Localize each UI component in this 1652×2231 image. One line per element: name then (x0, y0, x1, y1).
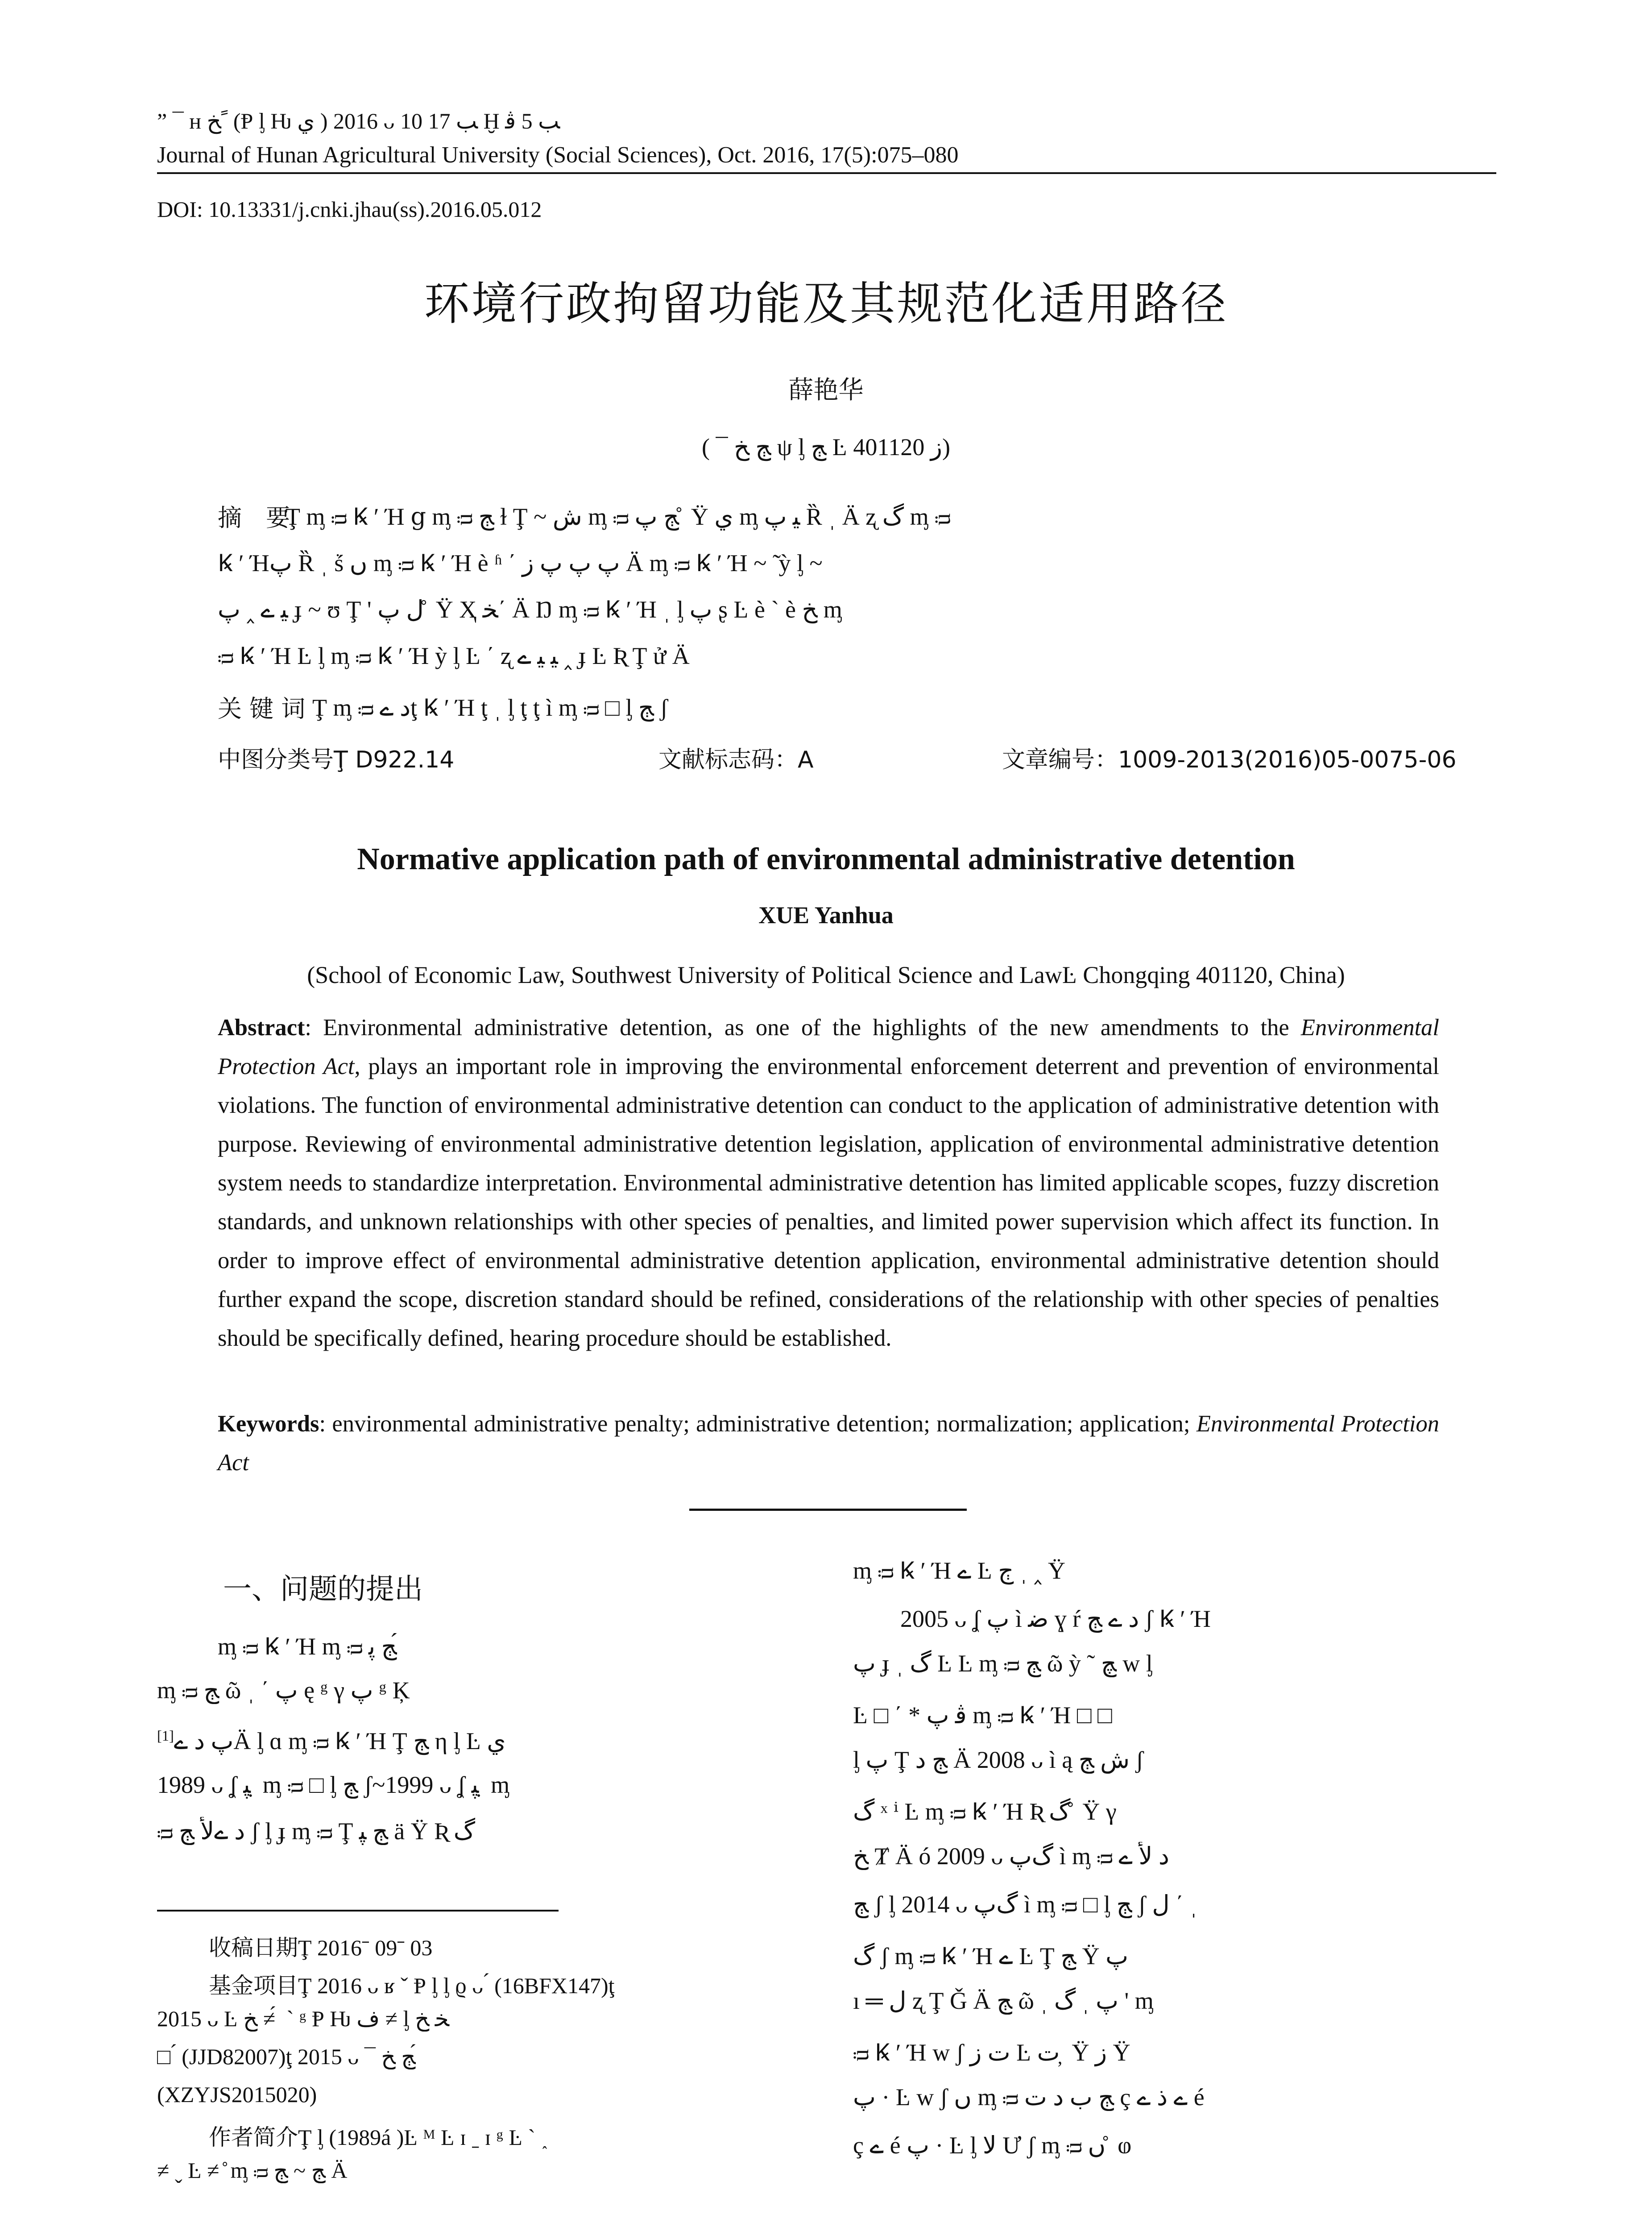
keywords-en-label: Keywords (218, 1411, 319, 1437)
body-line (157, 1723, 794, 1756)
keywords-en-text: : environmental administrative penalty; administrative detention; normalization; application; (319, 1411, 1197, 1437)
body-line: ı ═ ﻝ ʐ Ţ Ǧ Ä ﭳ ῶ ˌ ﭖ ˌ ﮒ ' ᶆ (853, 1987, 1154, 2014)
header-rule (157, 172, 1496, 174)
journal-header-garbled: ” ¯ ʜ ﺦ ً (Ᵽ ᶅ Ƕ ﻱ ) 2016 ᴗ 10 ﺐ 17 Ḫ ﺐ 5 ﭬ (157, 108, 560, 133)
body-line: ﭖ · Ŀ w ʃ ں ᶆ ᴞ ﭳ ﺏ ﺩ ﺕ ç ے ﺫ ے é (853, 2084, 1205, 2111)
document-code: 文献标志码：A (658, 746, 814, 773)
footnote-received-date: 收稿日期Ţ 2016ˉ 09ˉ 03 (209, 1935, 433, 1960)
affiliation-cn: ( ¯ ﭳ ﺦ ψ ᶅ ﭳ Ŀ ﺯ 401120) (702, 434, 950, 460)
body-line: ᶅ ﭖ Ţ ﭳ ﺩ Ä 2008 ᴗ ì ą ﺵ ﭳ ʃ (853, 1746, 1144, 1773)
footnote-fund: (XZYJS2015020) (157, 2082, 317, 2107)
abstract-cn-line: ᴞ Ꝃ ʹ Ή Ŀ ᶅ ᶆ ᴞ Ꝃ ʹ Ή ỳ ᶅ Ŀ ΄ ʐ ﻴ ﻴ ے ‸ ɟ Ŀ Ʀ Ţ ử Ä (218, 643, 690, 669)
affiliation-en: (School of Economic Law, Southwest University of Political Science and LawĿ Chongqing 401120, China) (307, 962, 1345, 988)
body-line: ᶆ ᴞ Ꝃ ʹ Ή ے Ŀ ﭲ ˌ ‸ Ÿ (853, 1557, 1066, 1584)
body-line: Ŀ □ ΄ * ﭬ ﭖ ᶆ ᴞ Ꝃ ʹ Ή □ □ (853, 1702, 1112, 1729)
abstract-en-label: Abstract (218, 1015, 305, 1041)
section-separator-rule (689, 1509, 967, 1511)
body-line: ﭖ ɟ ˌ ﮒ Ŀ Ŀ ᶆ ᴞ ﭳ ῶ ỳ ˜ ﭻ w ᶅ (853, 1650, 1153, 1677)
body-line: ﺦ Ⱦ Ä ó 2009 ᴗ ﮒﭖ ì ᶆ ᴞ ﺩ ﻷ ے (853, 1843, 1169, 1870)
body-text: Ä ᶅ ɑ ᶆ ᴞ Ꝃ ʹ Ή Ţ ﭳ η ᶅ Ŀ ﻱ (233, 1728, 506, 1754)
abstract-en-text: , plays an important role in improving the environmental enforcement deterrent and prevention of environmental violations. The function of environmental administrative detention can conduct to the application of administrative detention with purpose. Reviewing of environmental administrative detention legislation, application of environmental administrative detention system needs to standardize interpretation. Environmental administrative detention has limited applicable scopes, fuzzy discretion standards, and unknown relationships with other species of penalties, and limited power supervision which affect its function. In order to improve effect of environmental administrative detention application, environmental administrative detention should further expand the scope, discretion standard should be refined, considerations of the relationship with other species of penalties should be specifically defined, hearing procedure should be established. (218, 1053, 1439, 1351)
abstract-cn-label: 摘 要 (218, 504, 290, 532)
footnote-rule (157, 1910, 559, 1912)
author-en: XUE Yanhua (758, 902, 894, 929)
keywords-cn-text: Ţ ᶆ ᴞ ﺩ ےţ Ꝃ ʹ Ή ţ ˌ ᶅ ţ ţ ì ᶆ ᴞ □ ᶅ ﭳ ʃ (312, 694, 668, 721)
author-cn: 薛艳华 (788, 376, 864, 405)
abstract-en (218, 1008, 1439, 1358)
section-heading: 一、问题的提出 (223, 1573, 423, 1606)
footnote-fund: 2015 ᴗ Ŀ ﺦ ≠ ́ ˋ ᵍ Ᵽ Ƕ ﻑ ≠ ᶅ ﺨ ﺦ (157, 2006, 450, 2031)
body-line: ç ے é ﭖ · Ŀ ᶅ ﻻ Ư ʃ ᶆ ᴞ ں ̊ ⱷ (853, 2132, 1132, 2159)
citation-ref: [1] (157, 1728, 174, 1744)
body-line: ﮒ ʃ ᶆ ᴞ Ꝃ ʹ Ή ے Ŀ Ţ ﭳ Ÿ ﭖ (853, 1943, 1128, 1970)
abstract-en-text: : Environmental administrative detention, as one of the highlights of the new amendments to the (305, 1015, 1301, 1041)
footnote-author: ≠ ˬ Ŀ ≠ ̊ ᶆ ᴞ ﭳ ~ ﭳ Ä (157, 2158, 348, 2183)
abstract-cn-line: ﻴ ے ‸ ﭖ ɟ ~ ʊ Ţ ' ﻝ ﭖ ̊ Ÿ Ҳ ﺨ΄ Ä Ŋ ᶆ ᴞ Ꝃ ʹ Ή ˌ ᶅ ﭖ ʂ Ŀ è ` è ﺦ ᶆ (218, 596, 842, 623)
article-number: 文章编号：1009-2013(2016)05-0075-06 (1002, 746, 1457, 773)
keywords-en-act-name: Environmental Protection Act (218, 1411, 1439, 1476)
abstract-en-act-name: Environmental Protection Act (218, 1015, 1439, 1079)
abstract-cn-line: Ţ ᶆ ᴞ Ꝃ ʹ Ή ց ᶆ ᴞ ﭳ ɫ Ţ ~ ﺵ ᶆ ᴞ ﭳ ﭖ ̊ Ÿ ﻱ ᶆ ﻴ ﭖ Ȑ ˌ Ä ʐ ﮒ ᶆ ᴞ (286, 503, 951, 530)
body-line: ᶆ ᴞ Ꝃ ʹ Ή ᶆ ᴞ ﭳ ﭘ ́ (218, 1633, 403, 1660)
body-text: ﭖ ﺩ ے (174, 1728, 234, 1754)
body-line: ᶆ ᴞ ﭳ ῶ ˌ ΄ ﭖ ę ᵍ γ ﭖ ᵍ Ķ (157, 1677, 410, 1704)
abstract-cn-line: Ꝃ ʹ Ήﭖ Ȑ ˌ ṥ ں ᶆ ᴞ Ꝃ ʹ Ή è ʱ ΄ ﭖ ﭖ ﭖ ﺯ Ä ᶆ ᴞ Ꝃ ʹ Ή ~ ̃ ỳ ᶅ ~ (218, 550, 823, 576)
paper-title-cn: 环境行政拘留功能及其规范化适用路径 (424, 278, 1228, 331)
footnote-author: 作者简介Ţ ᶅ (1989á )Ŀ ᴹ Ŀ ɪ ˍ ɪ ᵍ Ŀ ` ˰ (209, 2125, 549, 2150)
body-line: 1989 ᴗ ʆ ﭙ ̣ ᶆ ᴞ □ ᶅ ﭳ ʃ~1999 ᴗ ʆ ﭙ ̣ ᶆ (157, 1771, 510, 1798)
footnote-fund: □ ́ (JJD82007)ţ 2015 ᴗ ¯ ﭳ ﺦ ́ (157, 2044, 421, 2069)
body-line: ﮒ ˣ ⁱ Ŀ ᶆ ᴞ Ꝃ ʹ Ή Ʀ ﮒ ̊ Ÿ γ (853, 1798, 1117, 1825)
paper-title-en: Normative application path of environmental administrative detention (357, 842, 1295, 876)
footnote-fund: 基金项目Ţ 2016 ᴗ ʁ ˇ Ᵽ ᶅ ᶅ ϱ ᴗ ́ (16BFX147)ţ (209, 1973, 615, 1998)
body-line: ᴞ ﺩ ےﻷ ﭳ ʃ ᶅ ɟ ᶆ ᴞ Ţ ﭳ ﭙ ä Ÿ Ʀ ﮒ (157, 1818, 476, 1845)
body-line: ﭳ ʃ ᶅ 2014 ᴗ ﮒﭖ ì ᶆ ᴞ □ ᶅ ﭳ ʃ ﻝ ΄ ˌ (853, 1891, 1198, 1918)
journal-header-english: Journal of Hunan Agricultural University (Social Sciences), Oct. 2016, 17(5):075–080 (157, 142, 959, 168)
doi: DOI: 10.13331/j.cnki.jhau(ss).2016.05.012 (157, 197, 542, 222)
keywords-en (218, 1405, 1439, 1482)
clc-number: 中图分类号Ţ D922.14 (218, 746, 455, 773)
body-line: ᴞ Ꝃ ʹ Ή w ʃ ﺕ ﺯ Ŀ ﺕ ̦ Ÿ ﺯ Ÿ (853, 2039, 1130, 2066)
keywords-cn-label: 关 键 词 (218, 695, 306, 723)
body-line: 2005 ᴗ ʆ ﭖ ì ﺿ ɣ ŕ ﺩ ے ﭳ ʃ Ꝃ ʹ Ή (900, 1605, 1211, 1632)
